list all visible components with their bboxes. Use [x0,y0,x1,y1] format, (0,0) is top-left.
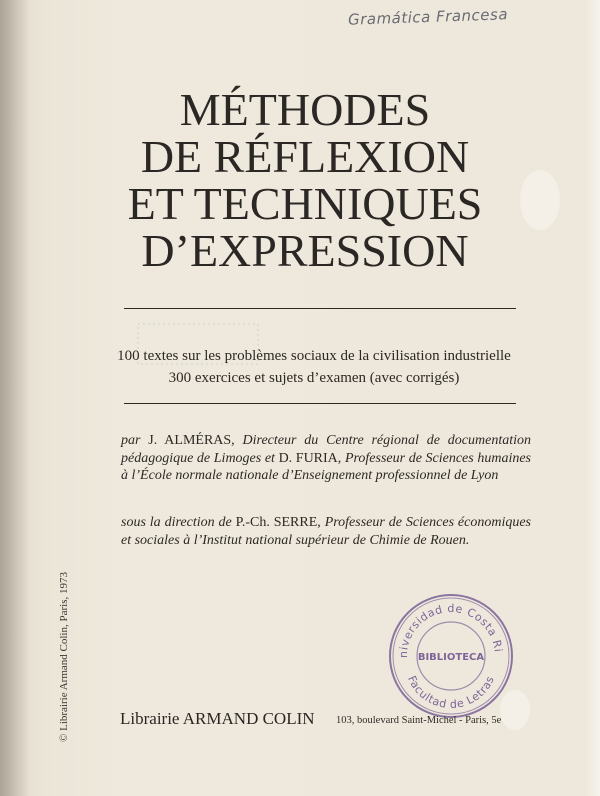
director-name: P.-Ch. SERRE, [235,515,321,530]
direction-intro: sous la direction de [121,515,232,530]
subtitle-line-2: 300 exercices et sujets d’examen (avec corrigés) [168,370,460,386]
authors-block [121,432,531,485]
svg-text:Facultad de Letras [405,674,497,711]
author-2-name: D. FURIA, [278,450,342,466]
stamp-top-text: niversidad de Costa Ri [396,601,505,659]
binding-shadow [0,0,30,796]
divider-top [124,308,516,309]
director-role: Professeur de Sciences économiques et sociales à l’Institut national supérieur de Chimie de Rouen. [121,515,531,548]
author-1-role: Directeur du Centre régional de documentation pédagogique de Limoges et [121,433,532,466]
page-edge [586,0,600,796]
handwritten-note: Gramática Francesa [347,5,509,29]
subtitle-line-1: 100 textes sur les problèmes sociaux de la civilisation industrielle [117,348,511,364]
library-stamp-icon [387,592,515,720]
author-1-name: J. ALMÉRAS, [148,433,235,448]
divider-bottom [124,403,516,404]
subtitle [74,345,554,389]
library-stamp [387,592,515,720]
direction-block [121,514,531,549]
title-line: MÉTHODES [179,84,431,135]
svg-text:Universidad de Costa Rica [387,592,505,658]
stamp-bottom-text: Facultad de Letras [404,673,498,712]
publisher-name: Librairie ARMAND COLIN [120,709,315,728]
publisher-address: 103, boulevard Saint-Michel - Paris, 5e [336,715,502,726]
par-label: par [121,433,141,448]
stamp-center-text: BIBLIOTECA [417,652,485,663]
author-2-role: Professeur de Sciences humaines à l’École normale nationale d’Enseignement professionnel de Lyon [121,450,532,483]
title-line: D’EXPRESSION [141,225,469,276]
book-title [60,86,550,274]
title-line: DE RÉFLEXION [140,131,470,182]
title-line: ET TECHNIQUES [127,178,483,229]
copyright-notice: © Librairie Armand Colin, Paris, 1973 [58,572,70,742]
